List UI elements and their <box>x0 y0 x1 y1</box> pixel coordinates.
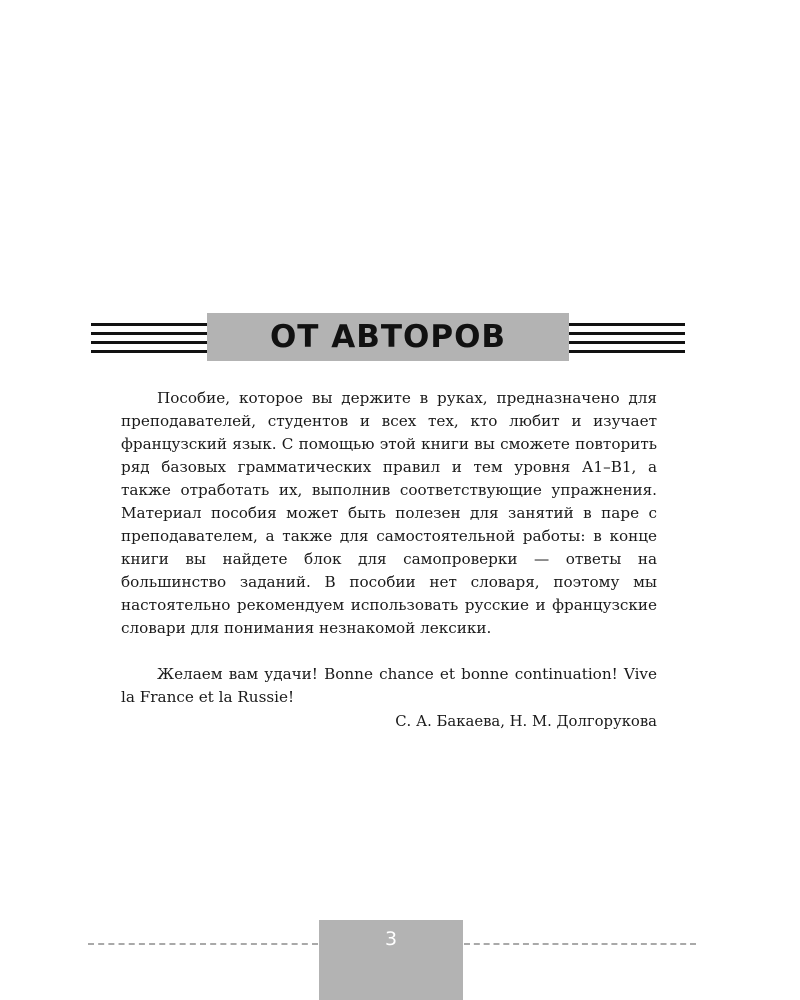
stripe-line <box>91 341 207 344</box>
stripe-line <box>569 350 685 353</box>
stripe-line <box>91 332 207 335</box>
heading-title-box <box>207 313 569 361</box>
body-text <box>121 387 657 709</box>
footer-dashed-line-right <box>464 943 696 945</box>
wishes-paragraph: Желаем вам удачи! Bonne chance et bonne continuation! Vive la France et la Russie! <box>121 665 657 706</box>
stripe-line <box>569 323 685 326</box>
heading-stripes-right <box>569 323 685 353</box>
stripe-line <box>91 350 207 353</box>
stripe-line <box>569 341 685 344</box>
authors-signature: С. А. Бакаева, Н. М. Долгорукова <box>395 713 657 730</box>
footer-dashed-line-left <box>88 943 318 945</box>
page-number-box <box>319 920 463 1000</box>
page-title: ОТ АВТОРОВ <box>269 319 507 355</box>
section-heading-band <box>91 313 685 361</box>
page-number: 3 <box>384 928 398 950</box>
stripe-line <box>569 332 685 335</box>
intro-paragraph: Пособие, которое вы держите в руках, предназначено для преподавателей, студентов и всех тех, кто любит и изучает французский язык. С помощью этой книги вы сможете повторить ряд базовых грамматических правил и тем уровня А1–В1, а также отработать их, выполнив соответствующие упражнения. Материал пособия может быть полезен для занятий в паре с преподавателем, а также для самостоятельной работы: в конце книги вы найдете блок для самопроверки — ответы на большинство заданий. В пособии нет словаря, поэтому мы настоятельно рекомендуем использовать русские и французские словари для понимания незнакомой лексики. <box>121 389 657 637</box>
stripe-line <box>91 323 207 326</box>
heading-stripes-left <box>91 323 207 353</box>
